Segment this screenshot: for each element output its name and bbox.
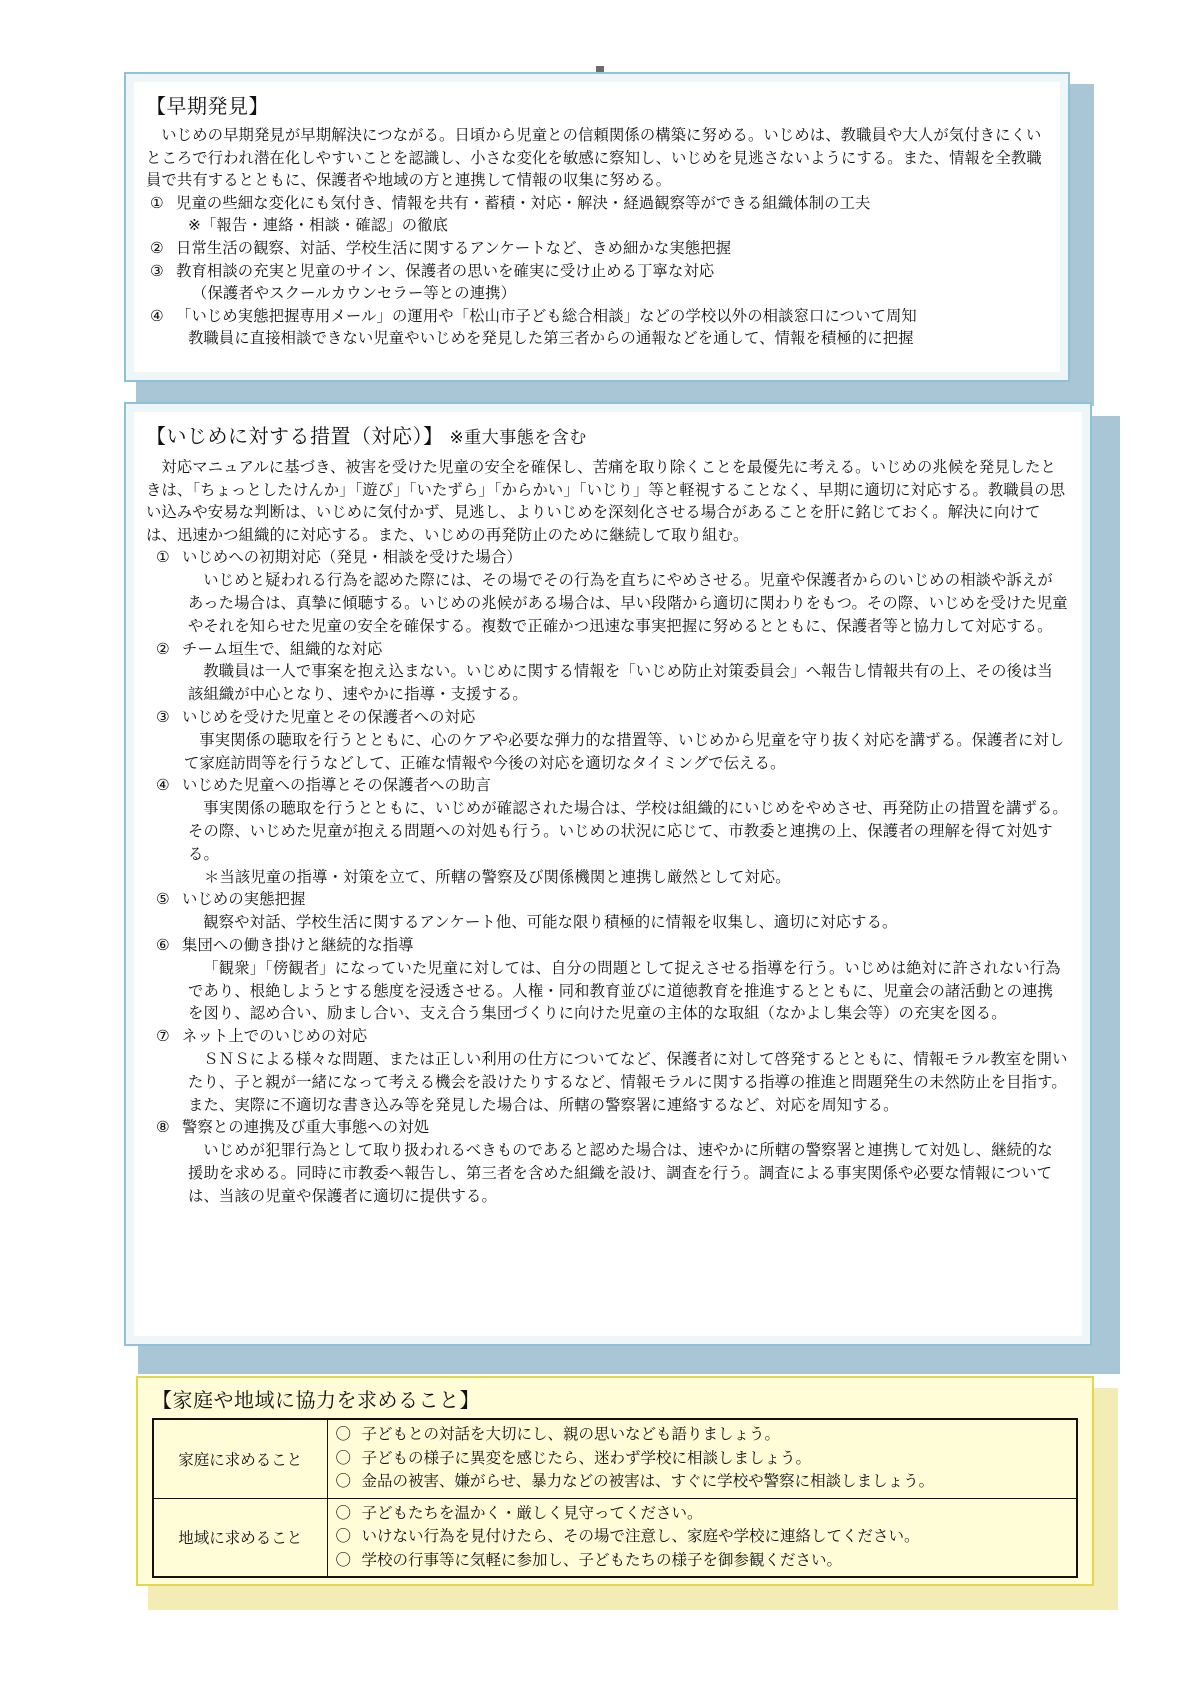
item-title: いじめの実態把握: [182, 890, 306, 909]
row-items: [327, 1498, 1077, 1577]
item-title: いじめへの初期対応（発見・相談を受けた場合）: [182, 548, 522, 567]
list-item: [336, 1549, 1071, 1573]
early-detection-heading: 【早期発見】: [146, 94, 269, 118]
early-detection-panel: [124, 72, 1070, 382]
item-title: ネット上でのいじめの対応: [182, 1027, 368, 1046]
response-item-8: [146, 1116, 1068, 1139]
response-item-7: [146, 1025, 1068, 1048]
item-body: いじめと疑われる行為を認めた際には、その場でその行為を直ちにやめさせる。児童や保護者からのいじめの相談や訴えがあった場合は、真摯に傾聴する。いじめの兆候がある場合は、早い段階から適切に関わりをもつ。その際、いじめを受けた児童やそれを知らせた児童の安全を確保する。複数で正確かつ迅速な事実把握に努めるとともに、保護者等と協力して対応する。: [188, 571, 1068, 635]
item-number: ①: [156, 548, 170, 567]
early-item-4: [146, 305, 1046, 328]
early-detection-intro: いじめの早期発見が早期解決につながる。日頃から児童との信頼関係の構築に努める。いじめは、教職員や大人が気付きにくいところで行われ潜在化しやすいことを認識し、小さな変化を敏感に察知し、いじめを見逃さないようにする。また、情報を全教職員で共有するとともに、保護者や地域の方と連携して情報の収集に努める。: [146, 126, 1042, 190]
response-section: [124, 402, 1106, 1360]
item-title: 警察との連携及び重大事態への対処: [182, 1118, 430, 1137]
response-heading-note: ※重大事態を含む: [449, 428, 587, 448]
response-heading-title: 【いじめに対する措置（対応）】: [146, 424, 444, 448]
early-detection-section: [124, 72, 1082, 394]
cooperation-table: [152, 1418, 1078, 1578]
cooperation-section: [136, 1376, 1106, 1598]
item-body: いじめが犯罪行為として取り扱われるべきものであると認めた場合は、速やかに所轄の警察署と連携して対処し、継続的な援助を求める。同時に市教委へ報告し、第三者を含めた組織を設け、調査を行う。調査による事実関係や必要な情報については、当該の児童や保護者に適切に提供する。: [188, 1141, 1053, 1205]
list-item-text: いけない行為を見付けたら、その場で注意し、家庭や学校に連絡してください。: [361, 1527, 920, 1545]
item-number: ②: [150, 238, 164, 257]
circle-bullet-icon: 〇: [335, 1472, 352, 1490]
item-title: 集団への働き掛けと継続的な指導: [182, 935, 414, 954]
response-item-2: [146, 638, 1068, 661]
item-text: 日常生活の観察、対話、学校生活に関するアンケートなど、きめ細かな実態把握: [176, 238, 732, 257]
item-number: ③: [156, 707, 170, 726]
response-item-5: [146, 888, 1068, 911]
item-number: ④: [156, 776, 170, 795]
item-text: 教育相談の充実と児童のサイン、保護者の思いを確実に受け止める丁寧な対応: [176, 261, 715, 280]
item-body: 観察や対話、学校生活に関するアンケート他、可能な限り積極的に情報を収集し、適切に対応する。: [203, 913, 898, 932]
row-label: 地域に求めること: [153, 1498, 327, 1577]
table-row-home: [153, 1419, 1077, 1498]
cooperation-panel: [136, 1376, 1094, 1586]
response-panel: [124, 402, 1092, 1346]
item-number: ①: [150, 193, 164, 212]
list-item-text: 子どもとの対話を大切にし、親の思いなども語りましょう。: [361, 1425, 781, 1443]
list-item: [336, 1423, 1071, 1447]
list-item-text: 金品の被害、嫌がらせ、暴力などの被害は、すぐに学校や警察に相談しましょう。: [361, 1472, 935, 1490]
item-subnote: （保護者やスクールカウンセラー等との連携）: [192, 284, 517, 303]
item-body: 事実関係の聴取を行うとともに、心のケアや必要な弾力的な措置等、いじめから児童を守り抜く対応を講ずる。保護者に対して家庭訪問等を行うなどして、正確な情報や今後の対応を適切なタイミングで伝える。: [184, 730, 1065, 772]
item-number: ④: [150, 306, 164, 325]
circle-bullet-icon: 〇: [335, 1503, 352, 1522]
circle-bullet-icon: 〇: [335, 1550, 352, 1569]
item-body: 事実関係の聴取を行うとともに、いじめが確認された場合は、学校は組織的にいじめをやめさせ、再発防止の措置を講ずる。その際、いじめた児童が抱える問題への対処も行う。いじめの状況に応じて、市教委と連携の上、保護者の理解を得て対処する。: [188, 799, 1068, 863]
item-body: 「観衆」「傍観者」になっていた児童に対しては、自分の問題として捉えさせる指導を行う。いじめは絶対に許されない行為であり、根絶しようとする態度を浸透させる。人権・同和教育並びに道徳教育を推進するとともに、児童会の諸活動との連携を図り、認め合い、励まし合い、支え合う集団づくりに向けた児童の主体的な取組（なかよし集会等）の充実を図る。: [188, 958, 1061, 1023]
item-number: ⑧: [156, 1118, 170, 1137]
item-body: ＳＮＳによる様々な問題、または正しい利用の仕方についてなど、保護者に対して啓発するとともに、情報モラル教室を開いたり、子と親が一緒になって考える機会を設けたりするなど、情報モラルに関する指導の推進と問題発生の未然防止を目指す。また、実際に不適切な書き込み等を発見した場合は、所轄の警察署に連絡するなど、対応を周知する。: [188, 1049, 1068, 1114]
response-heading: [146, 422, 1068, 452]
item-number: ⑥: [156, 935, 170, 954]
item-number: ③: [150, 261, 164, 280]
early-item-3: [146, 260, 1046, 283]
item-subnote: 教職員に直接相談できない児童やいじめを発見した第三者からの通報などを通して、情報を積極的に把握: [188, 329, 914, 348]
item-title: いじめを受けた児童とその保護者への対応: [182, 707, 476, 726]
list-item-text: 子どもたちを温かく・厳しく見守ってください。: [361, 1503, 703, 1522]
item-subnote: ※「報告・連絡・相談・確認」の徹底: [188, 216, 449, 235]
item-note: ＊当該児童の指導・対策を立て、所轄の警察及び関係機関と連携し厳然として対応。: [204, 867, 791, 886]
list-item: [336, 1525, 1071, 1549]
list-item-text: 学校の行事等に気軽に参加し、子どもたちの様子を御参観ください。: [361, 1550, 843, 1569]
list-item-text: 子どもの様子に異変を感じたら、迷わず学校に相談しましょう。: [361, 1448, 812, 1467]
early-item-1: [146, 192, 1046, 215]
item-title: いじめた児童への指導とその保護者への助言: [182, 776, 491, 795]
item-title: チーム垣生で、組織的な対応: [182, 639, 383, 658]
circle-bullet-icon: 〇: [335, 1527, 352, 1545]
table-row-community: [153, 1498, 1077, 1577]
cooperation-heading: 【家庭や地域に協力を求めること】: [152, 1388, 480, 1412]
item-number: ⑦: [156, 1027, 170, 1046]
early-item-2: [146, 237, 1046, 260]
item-number: ②: [156, 639, 170, 658]
response-intro: 対応マニュアルに基づき、被害を受けた児童の安全を確保し、苦痛を取り除くことを最優先に考える。いじめの兆候を発見したときは、「ちょっとしたけんか」「遊び」「いたずら」「からかい」「いじり」等と軽視することなく、早期に適切に対応する。教職員の思い込みや安易な判断は、いじめに気付かず、見逃し、よりいじめを深刻化させる場合があることを肝に銘じておく。解決に向けては、迅速かつ組織的に対応する。また、いじめの再発防止のために継続して取り組む。: [146, 458, 1066, 544]
item-body: 教職員は一人で事案を抱え込まない。いじめに関する情報を「いじめ防止対策委員会」へ報告し情報共有の上、その後は当該組織が中心となり、速やかに指導・支援する。: [188, 662, 1053, 704]
response-item-3: [146, 706, 1068, 729]
list-item: [336, 1502, 1071, 1526]
item-number: ⑤: [156, 890, 170, 909]
response-item-6: [146, 934, 1068, 957]
item-text: 「いじめ実態把握専用メール」の運用や「松山市子ども総合相談」などの学校以外の相談窓口について周知: [176, 306, 917, 325]
row-items: [327, 1419, 1077, 1498]
row-label: 家庭に求めること: [153, 1419, 327, 1498]
item-text: 児童の些細な変化にも気付き、情報を共有・蓄積・対応・解決・経過観察等ができる組織体制の工夫: [176, 193, 871, 212]
response-item-1: [146, 546, 1068, 569]
list-item: [336, 1470, 1071, 1494]
circle-bullet-icon: 〇: [335, 1425, 352, 1443]
circle-bullet-icon: 〇: [335, 1448, 352, 1467]
response-item-4: [146, 774, 1068, 797]
list-item: [336, 1447, 1071, 1471]
